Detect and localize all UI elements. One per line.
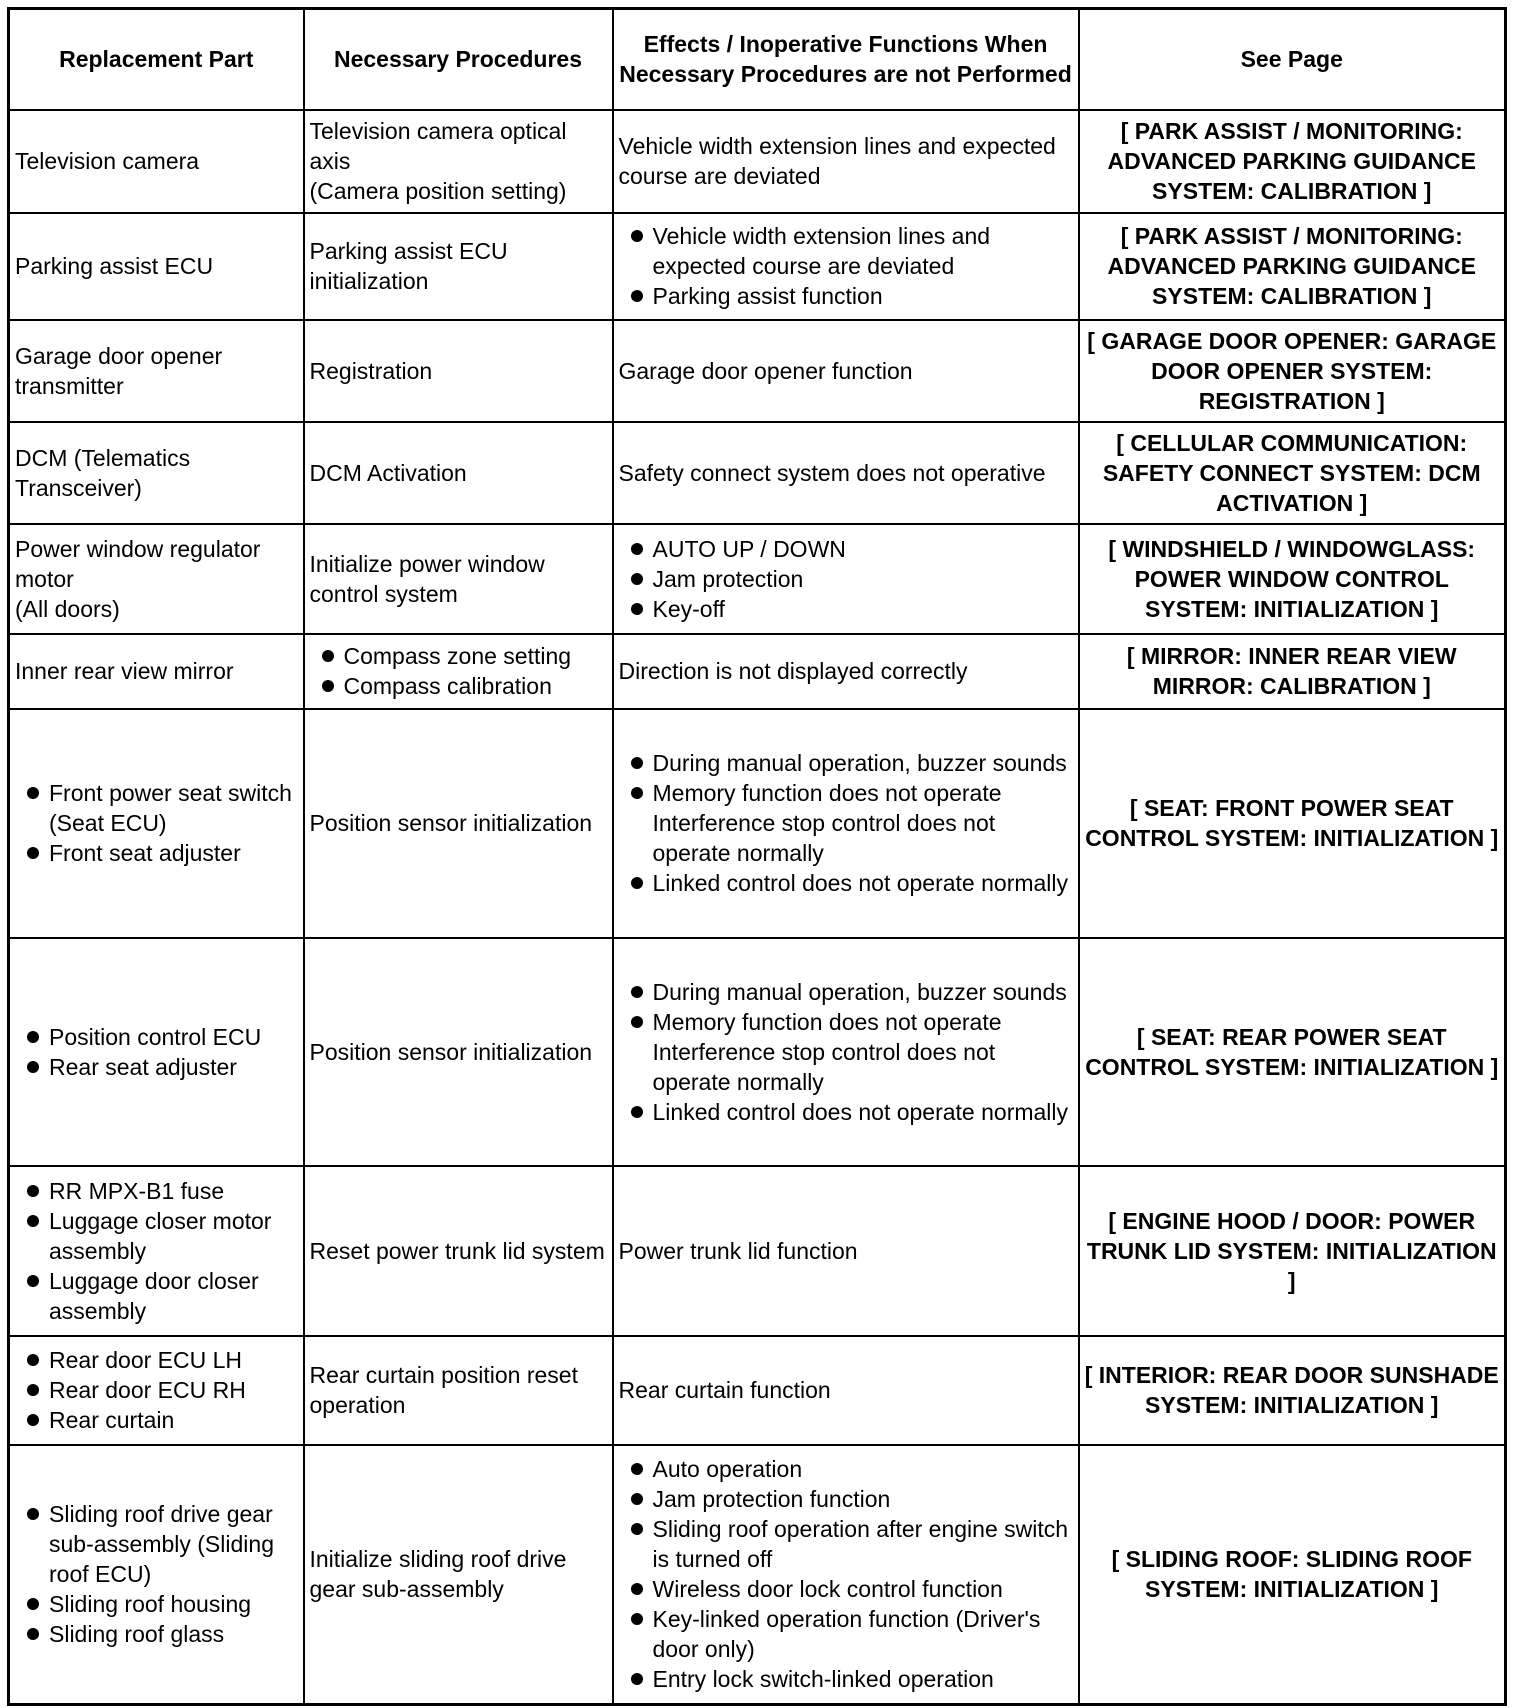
see-page-cell: [ PARK ASSIST / MONITORING: ADVANCED PARKING GUIDANCE SYSTEM: CALIBRATION ]: [1079, 110, 1506, 213]
effects-cell: [613, 634, 1079, 709]
replacement-part-cell: [9, 1336, 304, 1445]
effects-cell-list: [619, 977, 1073, 1127]
table-row: [9, 213, 1506, 320]
procedure-cell: [304, 634, 613, 709]
procedure-cell-text: Initialize sliding roof drive gear sub-assembly: [309, 1546, 567, 1603]
header-see-page: See Page: [1079, 9, 1506, 110]
bullet-item: During manual operation, buzzer sounds: [619, 977, 1073, 1007]
table-row: [9, 110, 1506, 213]
bullet-item: Entry lock switch-linked operation: [619, 1664, 1073, 1694]
replacement-part-cell: [9, 709, 304, 938]
effects-cell-text: Garage door opener function: [618, 357, 913, 384]
replacement-part-cell: [9, 320, 304, 422]
bullet-item: Front power seat switch (Seat ECU): [15, 778, 298, 838]
see-page-cell: [ WINDSHIELD / WINDOWGLASS: POWER WINDOW CONTROL SYSTEM: INITIALIZATION ]: [1079, 524, 1506, 634]
effects-cell-list: [619, 1454, 1073, 1694]
procedure-cell-text: Initialize power window control system: [309, 550, 545, 607]
bullet-item: Jam protection: [619, 564, 1073, 594]
bullet-item: Rear door ECU LH: [15, 1345, 298, 1375]
procedure-cell-text: Reset power trunk lid system: [309, 1237, 605, 1264]
procedure-cell: [304, 110, 613, 213]
header-necessary-procedures: Necessary Procedures: [304, 9, 613, 110]
bullet-item: Auto operation: [619, 1454, 1073, 1484]
replacement-part-cell-text: Parking assist ECU: [15, 253, 214, 279]
effects-cell-text: Safety connect system does not operative: [618, 459, 1046, 486]
bullet-item: Sliding roof housing: [15, 1589, 298, 1619]
replacement-part-cell-text: Power window regulator motor (All doors): [15, 535, 261, 622]
bullet-item: Memory function does not operate Interference stop control does not operate normally: [619, 1007, 1073, 1097]
effects-cell: [613, 110, 1079, 213]
see-page-cell: [ INTERIOR: REAR DOOR SUNSHADE SYSTEM: INITIALIZATION ]: [1079, 1336, 1506, 1445]
procedure-cell: [304, 938, 613, 1166]
effects-cell: [613, 709, 1079, 938]
bullet-item: Wireless door lock control function: [619, 1574, 1073, 1604]
replacement-part-cell-list: [15, 1176, 298, 1326]
effects-cell: [613, 422, 1079, 524]
procedure-cell: [304, 1166, 613, 1336]
replacement-part-cell-text: Inner rear view mirror: [15, 658, 234, 684]
procedure-cell: [304, 709, 613, 938]
effects-cell-text: Rear curtain function: [618, 1377, 831, 1403]
bullet-item: RR MPX-B1 fuse: [15, 1176, 298, 1206]
bullet-item: Rear door ECU RH: [15, 1375, 298, 1405]
procedure-cell-list: [310, 641, 607, 701]
effects-cell: [613, 1336, 1079, 1445]
replacement-part-cell: [9, 938, 304, 1166]
procedure-cell-text: Television camera optical axis (Camera position setting): [309, 118, 567, 204]
replacement-part-cell: [9, 1166, 304, 1336]
header-row: [9, 9, 1506, 110]
effects-cell-list: [619, 534, 1073, 624]
effects-cell-text: Power trunk lid function: [618, 1237, 858, 1264]
table-row: [9, 709, 1506, 938]
see-page-cell: [ GARAGE DOOR OPENER: GARAGE DOOR OPENER SYSTEM: REGISTRATION ]: [1079, 320, 1506, 422]
replacement-part-cell-list: [15, 1499, 298, 1649]
see-page-cell: [ PARK ASSIST / MONITORING: ADVANCED PARKING GUIDANCE SYSTEM: CALIBRATION ]: [1079, 213, 1506, 320]
bullet-item: Memory function does not operate Interference stop control does not operate normally: [619, 778, 1073, 868]
bullet-item: Sliding roof operation after engine switch is turned off: [619, 1514, 1073, 1574]
procedure-cell: [304, 213, 613, 320]
bullet-item: Key-off: [619, 594, 1073, 624]
replacement-part-cell-list: [15, 1345, 298, 1435]
table-row: [9, 422, 1506, 524]
effects-cell: [613, 938, 1079, 1166]
table-row: [9, 1336, 1506, 1445]
procedure-cell: [304, 320, 613, 422]
table-row: [9, 320, 1506, 422]
replacement-part-cell: [9, 422, 304, 524]
effects-cell: [613, 1445, 1079, 1705]
replacement-part-cell: [9, 1445, 304, 1705]
effects-cell: [613, 213, 1079, 320]
effects-cell-list: [619, 221, 1073, 311]
replacement-part-cell-text: Television camera: [15, 148, 200, 174]
replacement-part-cell: [9, 213, 304, 320]
see-page-cell: [ CELLULAR COMMUNICATION: SAFETY CONNECT SYSTEM: DCM ACTIVATION ]: [1079, 422, 1506, 524]
procedure-cell: [304, 1445, 613, 1705]
procedure-cell-text: Position sensor initialization: [309, 1038, 593, 1065]
see-page-cell: [ ENGINE HOOD / DOOR: POWER TRUNK LID SYSTEM: INITIALIZATION ]: [1079, 1166, 1506, 1336]
see-page-cell: [ SLIDING ROOF: SLIDING ROOF SYSTEM: INITIALIZATION ]: [1079, 1445, 1506, 1705]
replacement-part-cell: [9, 110, 304, 213]
bullet-item: Parking assist function: [619, 281, 1073, 311]
replacement-part-cell: [9, 524, 304, 634]
header-effects: Effects / Inoperative Functions When Necessary Procedures are not Performed: [613, 9, 1079, 110]
procedure-cell: [304, 1336, 613, 1445]
effects-cell: [613, 524, 1079, 634]
effects-cell-list: [619, 748, 1073, 898]
procedure-cell: [304, 524, 613, 634]
effects-cell: [613, 320, 1079, 422]
procedure-cell-text: Parking assist ECU initialization: [309, 238, 508, 294]
bullet-item: Rear curtain: [15, 1405, 298, 1435]
replacement-part-cell-list: [15, 778, 298, 868]
bullet-item: During manual operation, buzzer sounds: [619, 748, 1073, 778]
procedure-cell-text: DCM Activation: [309, 459, 467, 486]
bullet-item: Jam protection function: [619, 1484, 1073, 1514]
procedure-cell-text: Position sensor initialization: [309, 810, 593, 836]
procedure-cell: [304, 422, 613, 524]
bullet-item: Key-linked operation function (Driver's door only): [619, 1604, 1073, 1664]
table-row: [9, 1166, 1506, 1336]
see-page-cell: [ SEAT: FRONT POWER SEAT CONTROL SYSTEM: INITIALIZATION ]: [1079, 709, 1506, 938]
bullet-item: Rear seat adjuster: [15, 1052, 298, 1082]
bullet-item: Sliding roof drive gear sub-assembly (Sliding roof ECU): [15, 1499, 298, 1589]
procedure-cell-text: Rear curtain position reset operation: [309, 1362, 578, 1418]
bullet-item: Linked control does not operate normally: [619, 1097, 1073, 1127]
effects-cell-text: Direction is not displayed correctly: [618, 658, 968, 684]
table-row: [9, 1445, 1506, 1705]
bullet-item: AUTO UP / DOWN: [619, 534, 1073, 564]
bullet-item: Sliding roof glass: [15, 1619, 298, 1649]
header-replacement-part: Replacement Part: [9, 9, 304, 110]
bullet-item: Front seat adjuster: [15, 838, 298, 868]
bullet-item: Compass zone setting: [310, 641, 607, 671]
table-row: [9, 938, 1506, 1166]
see-page-cell: [ SEAT: REAR POWER SEAT CONTROL SYSTEM: INITIALIZATION ]: [1079, 938, 1506, 1166]
see-page-cell: [ MIRROR: INNER REAR VIEW MIRROR: CALIBRATION ]: [1079, 634, 1506, 709]
bullet-item: Linked control does not operate normally: [619, 868, 1073, 898]
bullet-item: Luggage closer motor assembly: [15, 1206, 298, 1266]
replacement-part-cell-text: Garage door opener transmitter: [15, 342, 223, 399]
table-row: [9, 634, 1506, 709]
bullet-item: Compass calibration: [310, 671, 607, 701]
replacement-part-cell-list: [15, 1022, 298, 1082]
bullet-item: Position control ECU: [15, 1022, 298, 1052]
replacement-part-cell-text: DCM (Telematics Transceiver): [15, 444, 191, 501]
effects-cell: [613, 1166, 1079, 1336]
table-row: [9, 524, 1506, 634]
bullet-item: Luggage door closer assembly: [15, 1266, 298, 1326]
effects-cell-text: Vehicle width extension lines and expected course are deviated: [618, 133, 1056, 189]
replacement-part-cell: [9, 634, 304, 709]
procedure-cell-text: Registration: [309, 357, 433, 384]
bullet-item: Vehicle width extension lines and expected course are deviated: [619, 221, 1073, 281]
procedures-table: [7, 7, 1507, 1706]
